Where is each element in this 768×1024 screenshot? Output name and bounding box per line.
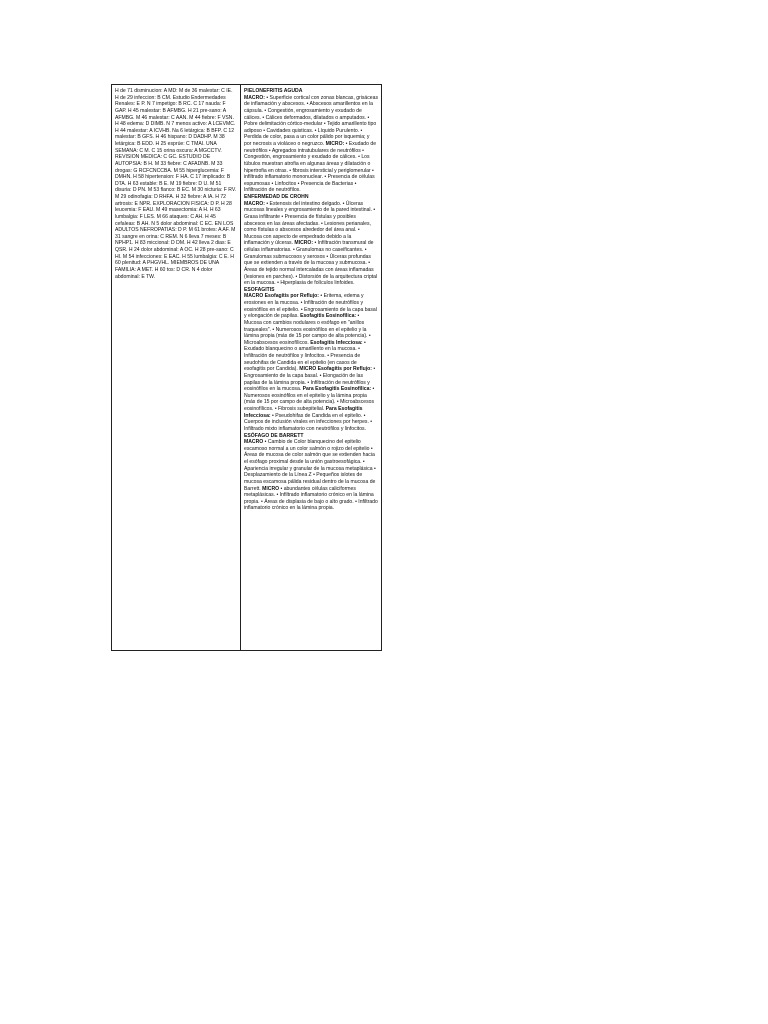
esofagitis-eosinofilica-text: • Mucosa con cambios nodulares o esófago en "anillos traqueales". • Numerosos eosinófilos en el epitelio y la lámina propia (más de 15 por campo de alta potencia). • Microabscesos eosinofílicos. <box>244 313 371 346</box>
pielonefritis-micro-text: • Exudado de neutrófilos • Agregados intratubulares de neutrófilos • Congestión, engrosamiento y exudado de cálices. • Los túbulos muestran atrofia en algunas áreas y dilatación o hipertrofia en otras. • fibrosis intersticial y periglomerular • infiltrado inflamatorio mononuclear. • Presencia de células espumosas • Linfocitos • Presencia de Bacterias • Infiltración de neutrófilos. <box>244 141 377 194</box>
esofagitis-micro-infecciosa-label: Para Esofagitis Infecciosa: <box>244 406 363 419</box>
esofagitis-infecciosa-text: • Exudado blanquecino o amarillento en la mucosa. • Infiltración de neutrófilos y linfocitos. • Presencia de seudohifas de Candida en el epitelio (en casos de esofagitis por Candida). <box>244 339 366 373</box>
crohn-section <box>244 194 378 287</box>
esofagitis-micro-eosinofilica-label: Para Esofagitis Eosinofílica: <box>302 386 372 393</box>
barrett-heading: ESÓFAGO DE BARRETT <box>244 432 304 439</box>
barrett-macro-label: MACRO <box>244 439 264 446</box>
esofagitis-macro-reflujo-text: • Eritema, edema y erosiones en la mucosa. • Infiltración de neutrófilos y eosinófilos en el epitelio. • Engrosamiento de la capa basal y elongación de papilas. <box>244 293 377 320</box>
esofagitis-micro-infecciosa-text: • Pseudohifas de Candida en el epitelio. • Cuerpos de inclusión virales en infecciones por herpes. • Infiltrado mixto inflamatorio con neutrófilos y linfocitos. <box>244 412 373 432</box>
crohn-macro-text: • Estenosis del intestino delgado. • Úlceras mucosas lineales y engrosamiento de la pared intestinal. • Grasa infiltrante • Presencia de fístulas y posibles abscesos en las áreas afectadas. • Lesiones perianales, como fístulas o abscesos alrededor del área anal. • Mucosa con aspecto de empedrado debido a la inflamación y úlceras. <box>244 200 376 247</box>
esofagitis-macro-reflujo-label: MACRO Esofagitis por Reflujo: <box>244 293 319 300</box>
crohn-micro-label: MICRO: <box>294 240 314 247</box>
pielonefritis-macro-text: • Superficie cortical con zonas blancas, grisáceas de inflamación y abscesos. • Abscesos amarillentos en la cápsula. • Congestión, engrosamiento y exudado de cálices. • Cálices deformados, dilatados o amputados. • Pobre delimitación córtico-medular • Tejido amarillento tipo adiposo • Cavidades quisticas. • Líquido Purulento. • Perdida de color, pasa a un color pálido por isquemia; y por necrosis a violáceo o negruzco. <box>244 94 378 147</box>
barrett-macro-text: • Cambio de Color blanquecino del epitelio escamoso normal a un color salmón o rojizo del epitelio • Áreas de mucosa de color salmón que se extienden hacia el esófago proximal desde la unión gastroesofágica. • Apariencia irregular y granular de la mucosa metaplásica • Desplazamiento de la Línea Z • Pequeños islotes de mucosa escamosa pálida residual dentro de la mucosa de Barrett. <box>244 439 376 492</box>
esofagitis-micro-reflujo-label: MICRO Esofagitis por Reflujo: <box>299 366 372 373</box>
pielonefritis-section <box>244 88 378 194</box>
barrett-section <box>244 433 378 513</box>
left-column <box>112 85 241 650</box>
pielonefritis-heading: PIELONEFRITIS AGUDA <box>244 88 303 94</box>
pielonefritis-micro-label: MICRO: <box>325 141 345 147</box>
barrett-micro-text: • abundantes células caliciformes metaplásicas. • Infiltrado inflamatorio crónico en la lámina propia. • Áreas de displasia de bajo o alto grado. • Infiltrado inflamatorio crónico en la lámina propia. <box>244 485 378 512</box>
esofagitis-infecciosa-label: Esofagitis Infecciosa: <box>310 339 363 346</box>
left-column-text: H de 71 disminucion: A MD: M de 36 malestar: C IE. H de 29 infeccion: B CM. Estudio Endermedades Renales: E P. N 7 impetigo: B RC. C 17 nauda: F GAP. H 45 malestar: B AFMBG. H 21 pre-sano: A AFMBG. M 46 malestar: C AAN. M 44 fiebre: F VSN. H 48 edema: D DIMB. N 7 menos activo: A LCEVMC. H 44 malestar: A ICVHB. Na 6 letárgica: B BFP. C 12 malestar: B GFS. H 46 hispano: D DADHP. M 38 letárgica: B EDD. H 25 esprúe: C TMAI. UNA SEMANA: C M. C 15 orina oscura: A MGCCTV. REVISION MEDICA: C GC. ESTUDIO DE AUTOPSIA: B H. M 33 fiebre: C AFADNB. M 33 drogas: G RCFCNCCBA. M 55 hiperglucemia: F DMHN. H 58 hipertension: F HA. C 17 implicado: B DTA. H 63 estable: B E. M 19 fiebre: D U. M 51 disuria: D PN. M 53 flanco: B EC. M 30 nicturia: F RV. M 29 odinofagia: D RHFA. H 32 fiebre: A IA. H 72 artrosis: E NPR. EXPLORACION FISICA: D P. H 28 leucemia: F EAU. M 49 masectomia: A H. H 63 lumbalgia: F LES. M 66 ataques: C AH. H 45 cefaleas: B AH. N 5 dolor abdominal: C EC. EN LOS ADULTOS NEFROPATIAS: D P. M 61 brotes: A AF. M 31 sangre en orina: C REM. N 6 lleva 7 meses: B NPHP1. H 83 miccional: D DM. H 42 lleva 2 dias: E QSR. H 24 dolor abdominal: A OC. H 28 pre-sano: C HI. M 54 infecciones: E EAC. H 55 lumbalgia: C E. H 60 plenitud: A PHGVHL. MIEMBROS DE UNA FAMILIA: A MET. H 60 tos: D CR. N 4 dolor abdominal: E TW. <box>115 88 237 280</box>
pielonefritis-macro-label: MACRO: <box>244 94 265 101</box>
crohn-micro-text: • Infiltración transmural de células inflamatorias. • Granulomas no caseificantes. • Granulomas submucosos y serosos • Úlceras profundas que se extienden a través de la mucosa y submucosa. • Áreas de tejido normal intercaladas con áreas inflamadas (lesiones en parches). • Distorsión de la arquitectura criptal en la mucosa. • Hiperplasia de folículos linfoides. <box>244 240 378 287</box>
esofagitis-eosinofilica-label: Esofagitis Eosinofílica: <box>300 313 357 320</box>
esofagitis-micro-reflujo-text: • Engrosamiento de la capa basal. • Elongación de las papilas de la lámina propia. • Infiltración de neutrófilos y eosinófilos en la mucosa. <box>244 366 376 393</box>
barrett-micro-label: MICRO <box>262 485 280 492</box>
right-column <box>241 85 381 650</box>
crohn-heading: ENFERMEDAD DE CROHN <box>244 194 309 200</box>
esofagitis-micro-eosinofilica-text: • Numerosos eosinófilos en el epitelio y la lámina propia (más de 15 por campo de alta potencia). • Microabscesos eosinofílicos. • Fibrosis subepitelial. <box>244 386 375 412</box>
esofagitis-section <box>244 287 378 433</box>
esofagitis-heading: ESOFAGITIS <box>244 286 275 293</box>
two-column-table <box>111 84 382 651</box>
crohn-macro-label: MACRO: <box>244 200 265 207</box>
